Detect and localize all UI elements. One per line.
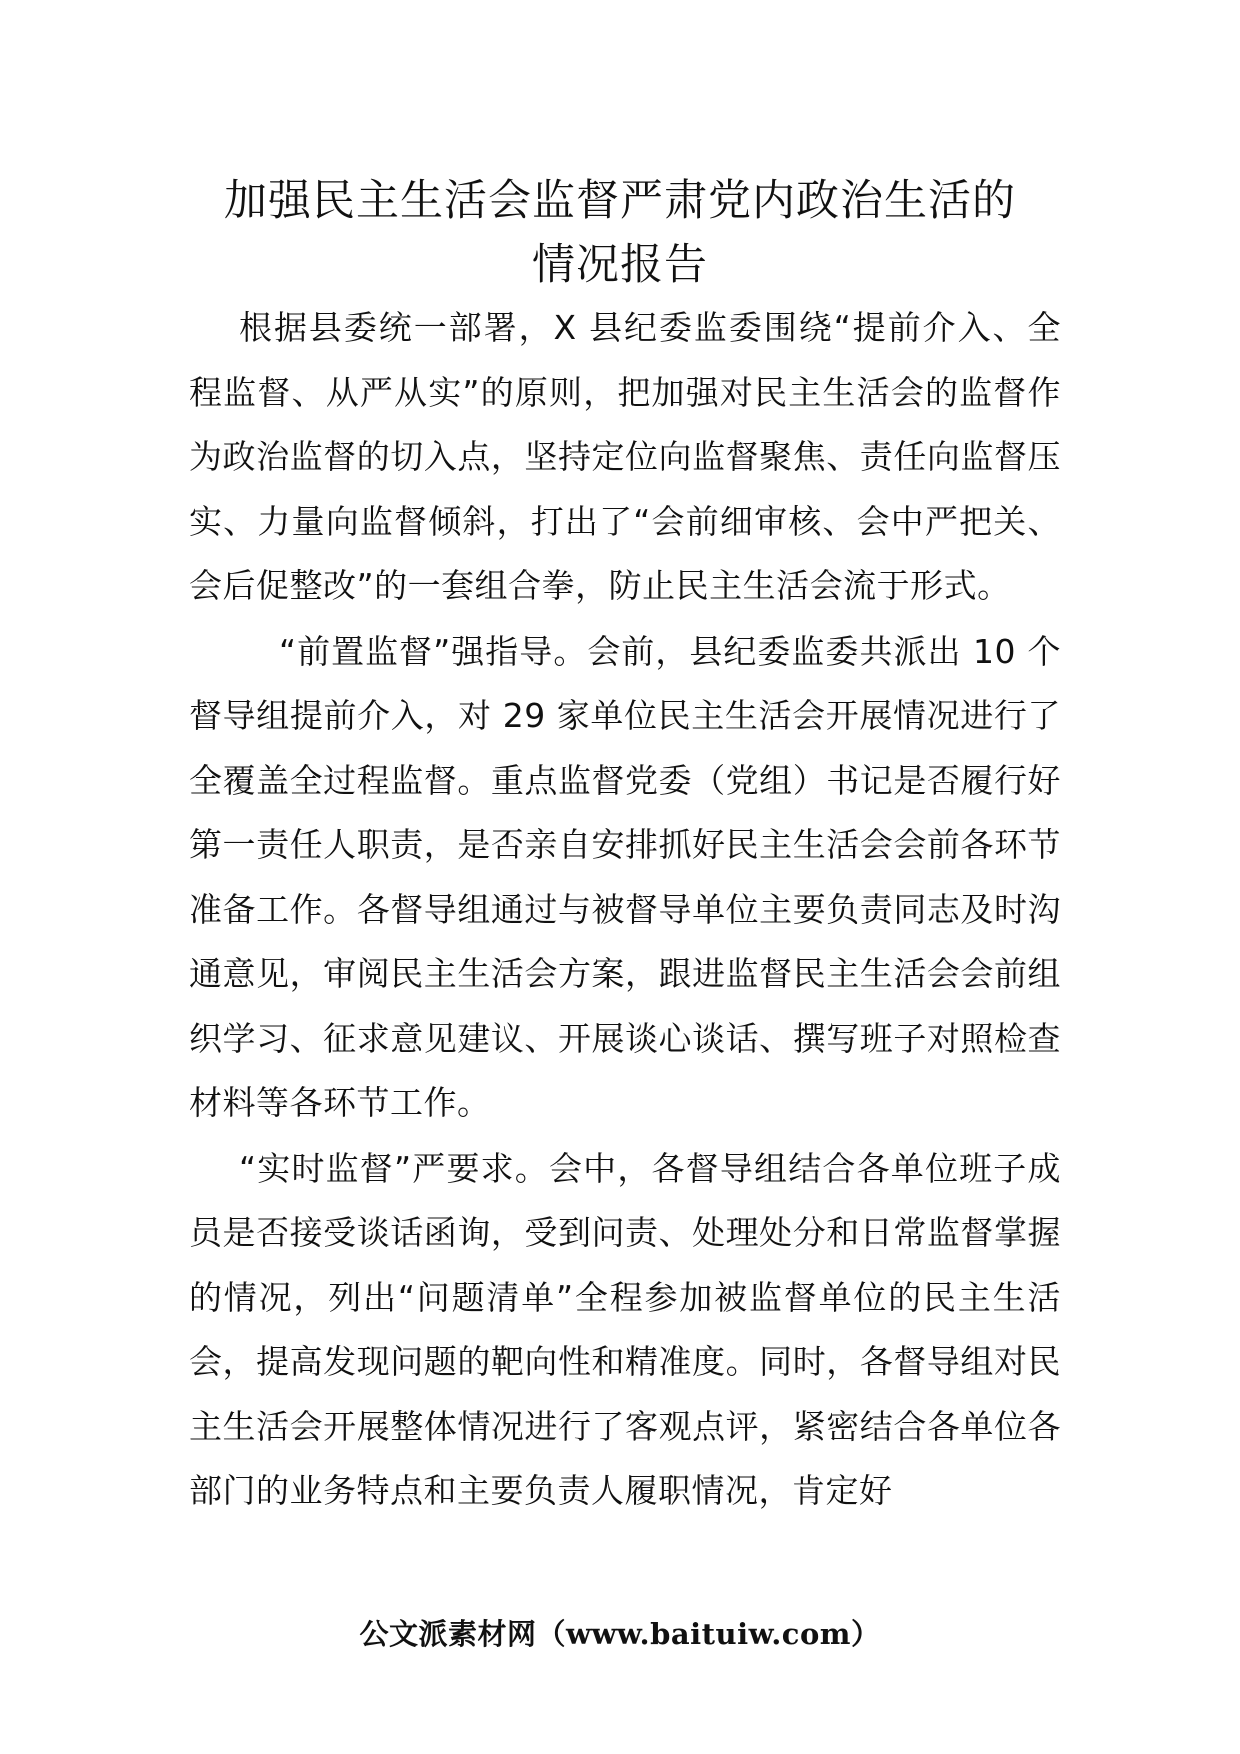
footer-watermark: 公文派素材网（www.baituiw.com） [359,1617,881,1651]
document-title-line-1: 加强民主生活会监督严肃党内政治生活的 [224,176,1016,226]
paragraph-realtime-supervision: “实时监督”严要求。会中，各督导组结合各单位班子成员是否接受谈话函询，受到问责、处理处分和日常监督掌握的情况，列出“问题清单”全程参加被监督单位的民主生活会，提高发现问题的靶向性和精准度。同时，各督导组对民主生活会开展整体情况进行了客观点评，紧密结合各单位各部门的业务特点和主要负责人履职情况，肯定好 [189,1148,1061,1510]
paragraph-intro: 根据县委统一部署，X 县纪委监委围绕“提前介入、全程监督、从严从实”的原则，把加强对民主生活会的监督作为政治监督的切入点，坚持定位向监督聚焦、责任向监督压实、力量向监督倾斜，打出了“会前细审核、会中严把关、会后促整改”的一套组合拳，防止民主生活会流于形式。 [189,308,1061,605]
document-title-line-2: 情况报告 [532,240,708,290]
paragraph-pre-supervision: “前置监督”强指导。会前，县纪委监委共派出 10 个督导组提前介入，对 29 家单位民主生活会开展情况进行了全覆盖全过程监督。重点监督党委（党组）书记是否履行好第一责任人职责，是否亲自安排抓好民主生活会会前各环节准备工作。各督导组通过与被督导单位主要负责同志及时沟通意见，审阅民主生活会方案，跟进监督民主生活会会前组织学习、征求意见建议、开展谈心谈话、撰写班子对照检查材料等各环节工作。 [189,631,1061,1122]
document-body [189,296,1061,1524]
